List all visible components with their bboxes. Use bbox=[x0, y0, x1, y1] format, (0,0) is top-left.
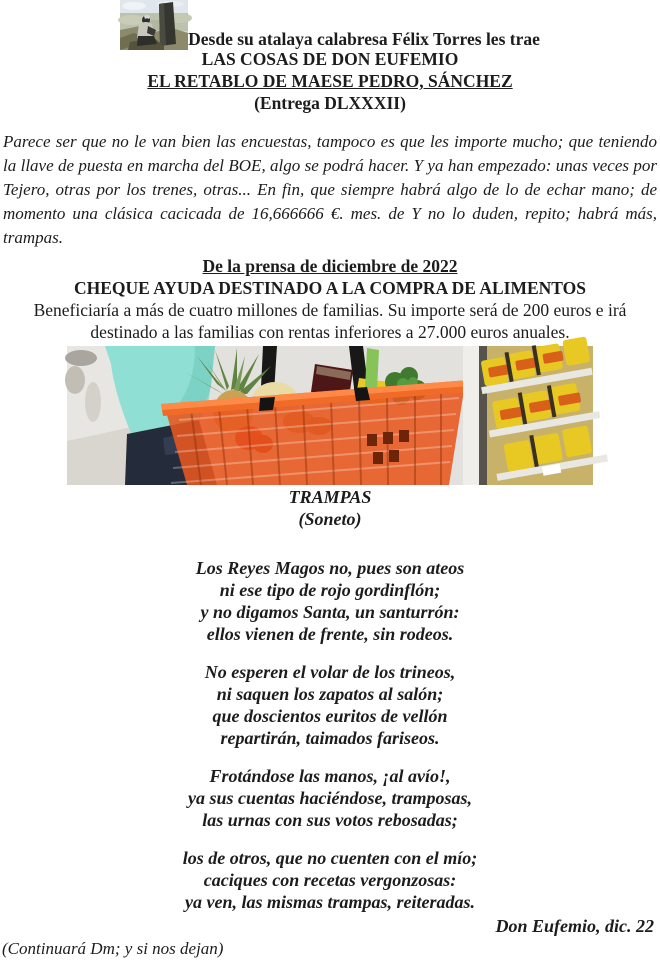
poem-line: ni saquen los zapatos al salón; bbox=[216, 684, 444, 704]
poem-line: ya sus cuentas haciéndose, tramposas, bbox=[187, 788, 473, 808]
poem-stanza-2 bbox=[0, 661, 660, 749]
poem-stanza-1 bbox=[0, 557, 660, 645]
press-section bbox=[0, 255, 660, 343]
poem-line: y no digamos Santa, un santurrón: bbox=[200, 602, 460, 622]
poem-line: caciques con recetas vergonzosas: bbox=[203, 870, 457, 890]
poem-line: ya ven, las mismas trampas, reiteradas. bbox=[184, 892, 475, 912]
header-line-2: LAS COSAS DE DON EUFEMIO bbox=[201, 49, 459, 69]
poem-line: los de otros, que no cuenten con el mío; bbox=[182, 848, 478, 868]
press-body: Beneficiaría a más de cuatro millones de familias. Su importe será de 200 euros e irá destinado a las familias con rentas inferiores a 27.000 euros anuales. bbox=[33, 300, 627, 342]
poem bbox=[0, 486, 660, 913]
poem-line: repartirán, taimados fariseos. bbox=[220, 728, 440, 748]
poem-signature: Don Eufemio, dic. 22 bbox=[495, 916, 654, 936]
poem-line: Los Reyes Magos no, pues son ateos bbox=[195, 558, 465, 578]
poem-line: No esperen el volar de los trineos, bbox=[204, 662, 456, 682]
poem-stanza-4 bbox=[0, 847, 660, 913]
header-line-1: Desde su atalaya calabresa Félix Torres les trae bbox=[188, 29, 540, 49]
poem-line: las urnas con sus votos rebosadas; bbox=[202, 810, 458, 830]
poem-stanza-3 bbox=[0, 765, 660, 831]
poem-line: ellos vienen de frente, sin rodeos. bbox=[206, 624, 454, 644]
intro-paragraph: Parece ser que no le van bien las encuestas, tampoco es que les importe mucho; que teniendo la llave de puesta en marcha del BOE, algo se podrá hacer. Y ya han empezado: unas veces por Tejero, otras por los trenes, otras... En fin, que siempre habrá algo de lo de echar mano; de momento una clásica cacicada de 16,666666 €. mes. de Y no lo duden, repito; habrá más, trampas. bbox=[3, 132, 657, 247]
poem-title: TRAMPAS bbox=[288, 487, 372, 507]
header-title-line bbox=[0, 0, 660, 48]
header-line-4: (Entrega DLXXXII) bbox=[254, 93, 406, 113]
poem-line: ni ese tipo de rojo gordinflón; bbox=[219, 580, 441, 600]
grocery-basket-photo bbox=[67, 346, 593, 485]
press-heading: De la prensa de diciembre de 2022 bbox=[202, 256, 458, 276]
poem-line: Frotándose las manos, ¡al avío!, bbox=[209, 766, 451, 786]
atalaya-photo bbox=[120, 0, 188, 50]
header bbox=[0, 0, 660, 114]
poem-subtitle: (Soneto) bbox=[298, 509, 362, 529]
header-line-3: EL RETABLO DE MAESE PEDRO, SÁNCHEZ bbox=[147, 71, 513, 91]
press-subheading: CHEQUE AYUDA DESTINADO A LA COMPRA DE ALIMENTOS bbox=[74, 278, 586, 298]
poem-line: que doscientos euritos de vellón bbox=[212, 706, 448, 726]
footer-note: (Continuará Dm; y si nos dejan) bbox=[2, 939, 224, 958]
